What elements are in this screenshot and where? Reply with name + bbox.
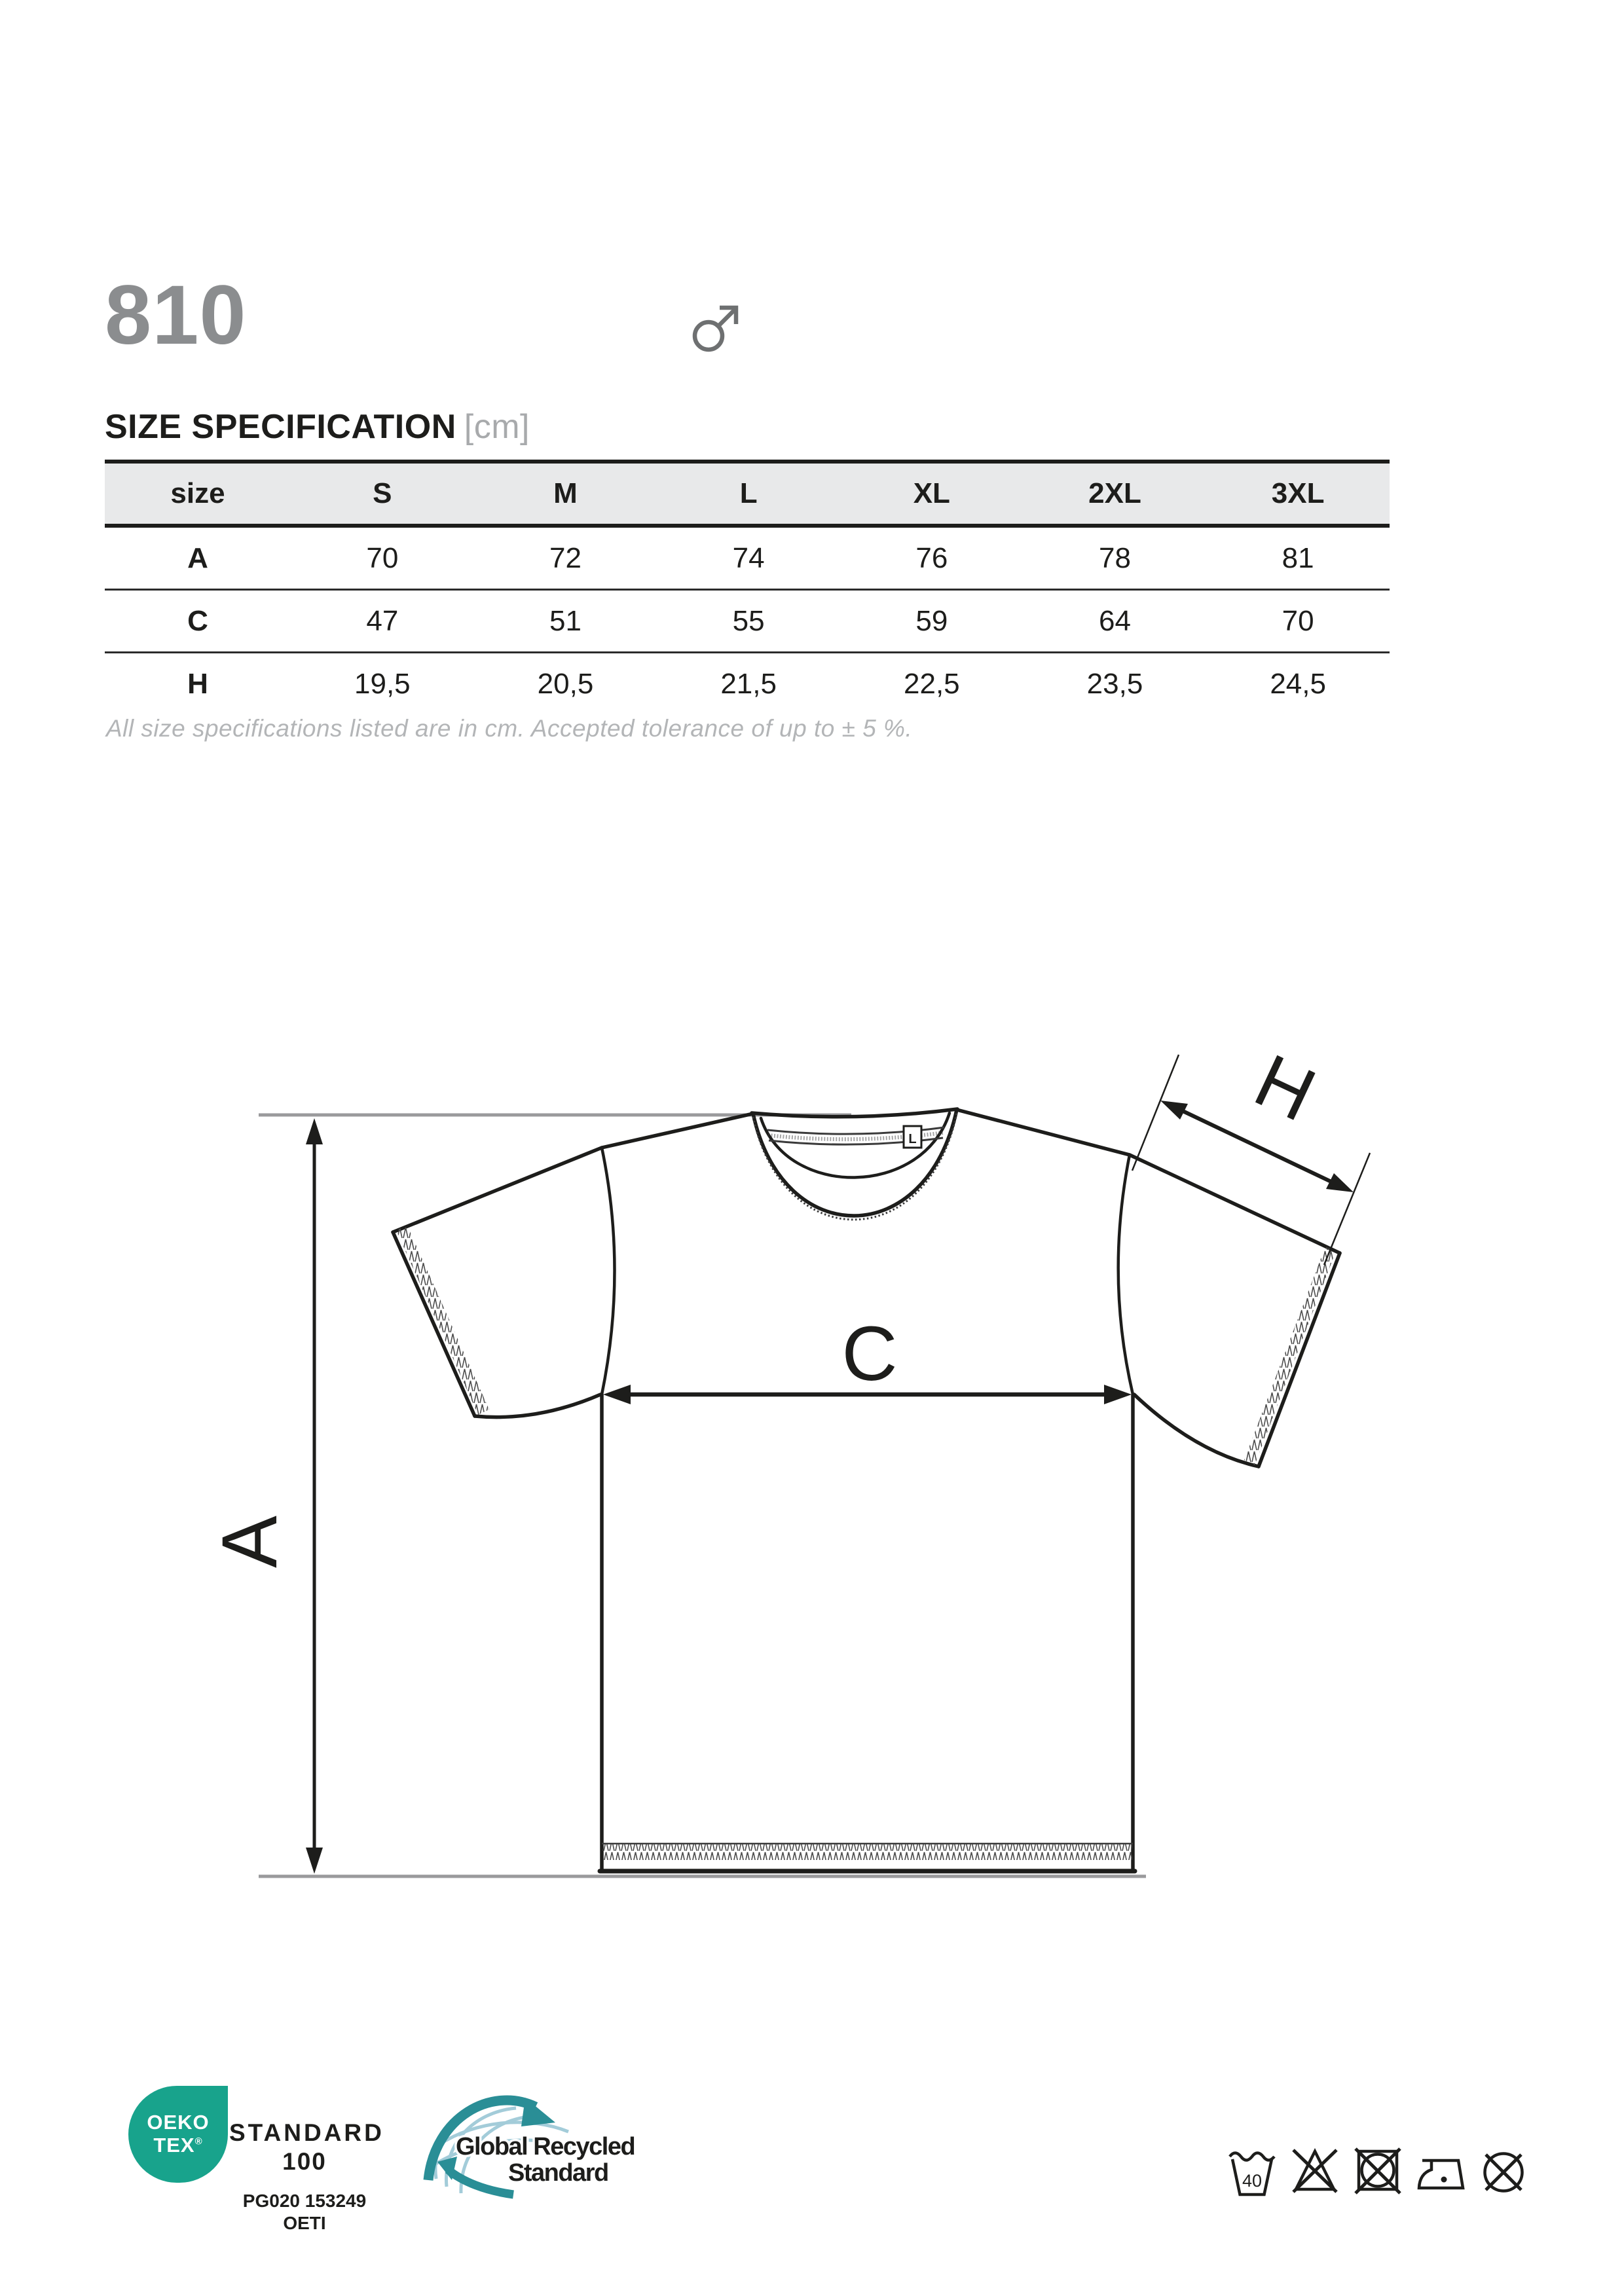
dimension-h-label: H	[1242, 1038, 1328, 1138]
oekotex-logo	[128, 2086, 228, 2183]
do-not-dry-clean-icon	[1485, 2154, 1522, 2191]
oekotex-logo-line1: OEKO	[147, 2111, 210, 2134]
collar-details	[753, 1114, 957, 1220]
oekotex-certification-text	[229, 2119, 384, 2234]
tshirt-outline	[393, 1109, 1340, 1871]
row-label-a: A	[187, 541, 208, 574]
heading-text: SIZE SPECIFICATION	[105, 408, 456, 446]
col-header-2xl: 2XL	[1088, 477, 1141, 509]
oekotex-institute: OETI	[283, 2212, 326, 2233]
table-row-a	[105, 528, 1390, 591]
neck-size-tag	[904, 1126, 921, 1148]
cell-h-m: 20,5	[537, 667, 594, 700]
cell-a-3xl: 81	[1282, 541, 1314, 574]
cell-c-m: 51	[549, 604, 581, 637]
grs-text-line2: Standard	[508, 2159, 608, 2187]
size-table	[105, 460, 1390, 714]
dimension-h-arrow	[1132, 1055, 1370, 1265]
table-row-c	[105, 591, 1390, 653]
cell-a-s: 70	[366, 541, 399, 574]
product-number: 810	[105, 268, 247, 362]
col-header-xl: XL	[913, 477, 950, 509]
cell-h-xl: 22,5	[904, 667, 960, 700]
dimension-a-arrow	[306, 1118, 323, 1874]
cell-c-2xl: 64	[1099, 604, 1131, 637]
oekotex-logo-line2: TEX®	[153, 2134, 203, 2157]
do-not-bleach-icon	[1293, 2150, 1337, 2192]
oekotex-100: 100	[282, 2147, 327, 2175]
cell-c-l: 55	[732, 604, 765, 637]
reference-lines	[259, 1115, 1146, 1876]
cell-a-m: 72	[549, 541, 581, 574]
dimension-a-label: A	[206, 1515, 293, 1569]
grs-logo	[416, 2081, 637, 2223]
section-heading	[105, 407, 530, 446]
col-header-l: L	[739, 477, 758, 509]
cell-h-l: 21,5	[720, 667, 777, 700]
col-header-3xl: 3XL	[1271, 477, 1325, 509]
heading-unit: [cm]	[464, 408, 530, 446]
row-label-c: C	[187, 604, 208, 637]
oekotex-cert-number: PG020 153249	[242, 2191, 367, 2212]
row-label-h: H	[187, 667, 208, 700]
table-row-h	[105, 653, 1390, 714]
neck-tag-letter: L	[908, 1132, 917, 1146]
iron-one-dot-icon	[1419, 2160, 1463, 2188]
col-header-m: M	[553, 477, 578, 509]
cell-h-3xl: 24,5	[1270, 667, 1326, 700]
cell-a-xl: 76	[915, 541, 948, 574]
col-header-size: size	[170, 477, 225, 509]
col-header-s: S	[373, 477, 392, 509]
cell-a-l: 74	[732, 541, 765, 574]
size-table-header-row	[105, 464, 1390, 528]
cell-a-2xl: 78	[1099, 541, 1131, 574]
tolerance-note: All size specifications listed are in cm. Accepted tolerance of up to ± 5 %.	[106, 715, 913, 742]
cell-c-3xl: 70	[1282, 604, 1314, 637]
do-not-tumble-dry-icon	[1356, 2149, 1400, 2193]
care-symbols	[1228, 2143, 1543, 2204]
wash-temp-label: 40	[1242, 2171, 1263, 2191]
grs-text-line1: Global Recycled	[456, 2133, 635, 2160]
male-gender-icon	[688, 300, 744, 358]
tshirt-technical-drawing	[196, 1015, 1441, 1902]
cell-h-2xl: 23,5	[1086, 667, 1143, 700]
registered-mark: ®	[194, 2136, 203, 2147]
cell-c-s: 47	[366, 604, 399, 637]
dimension-c-label: C	[841, 1311, 898, 1397]
oekotex-standard: STANDARD	[229, 2119, 384, 2146]
wash-40-icon	[1230, 2153, 1274, 2195]
cell-h-s: 19,5	[354, 667, 411, 700]
cell-c-xl: 59	[915, 604, 948, 637]
